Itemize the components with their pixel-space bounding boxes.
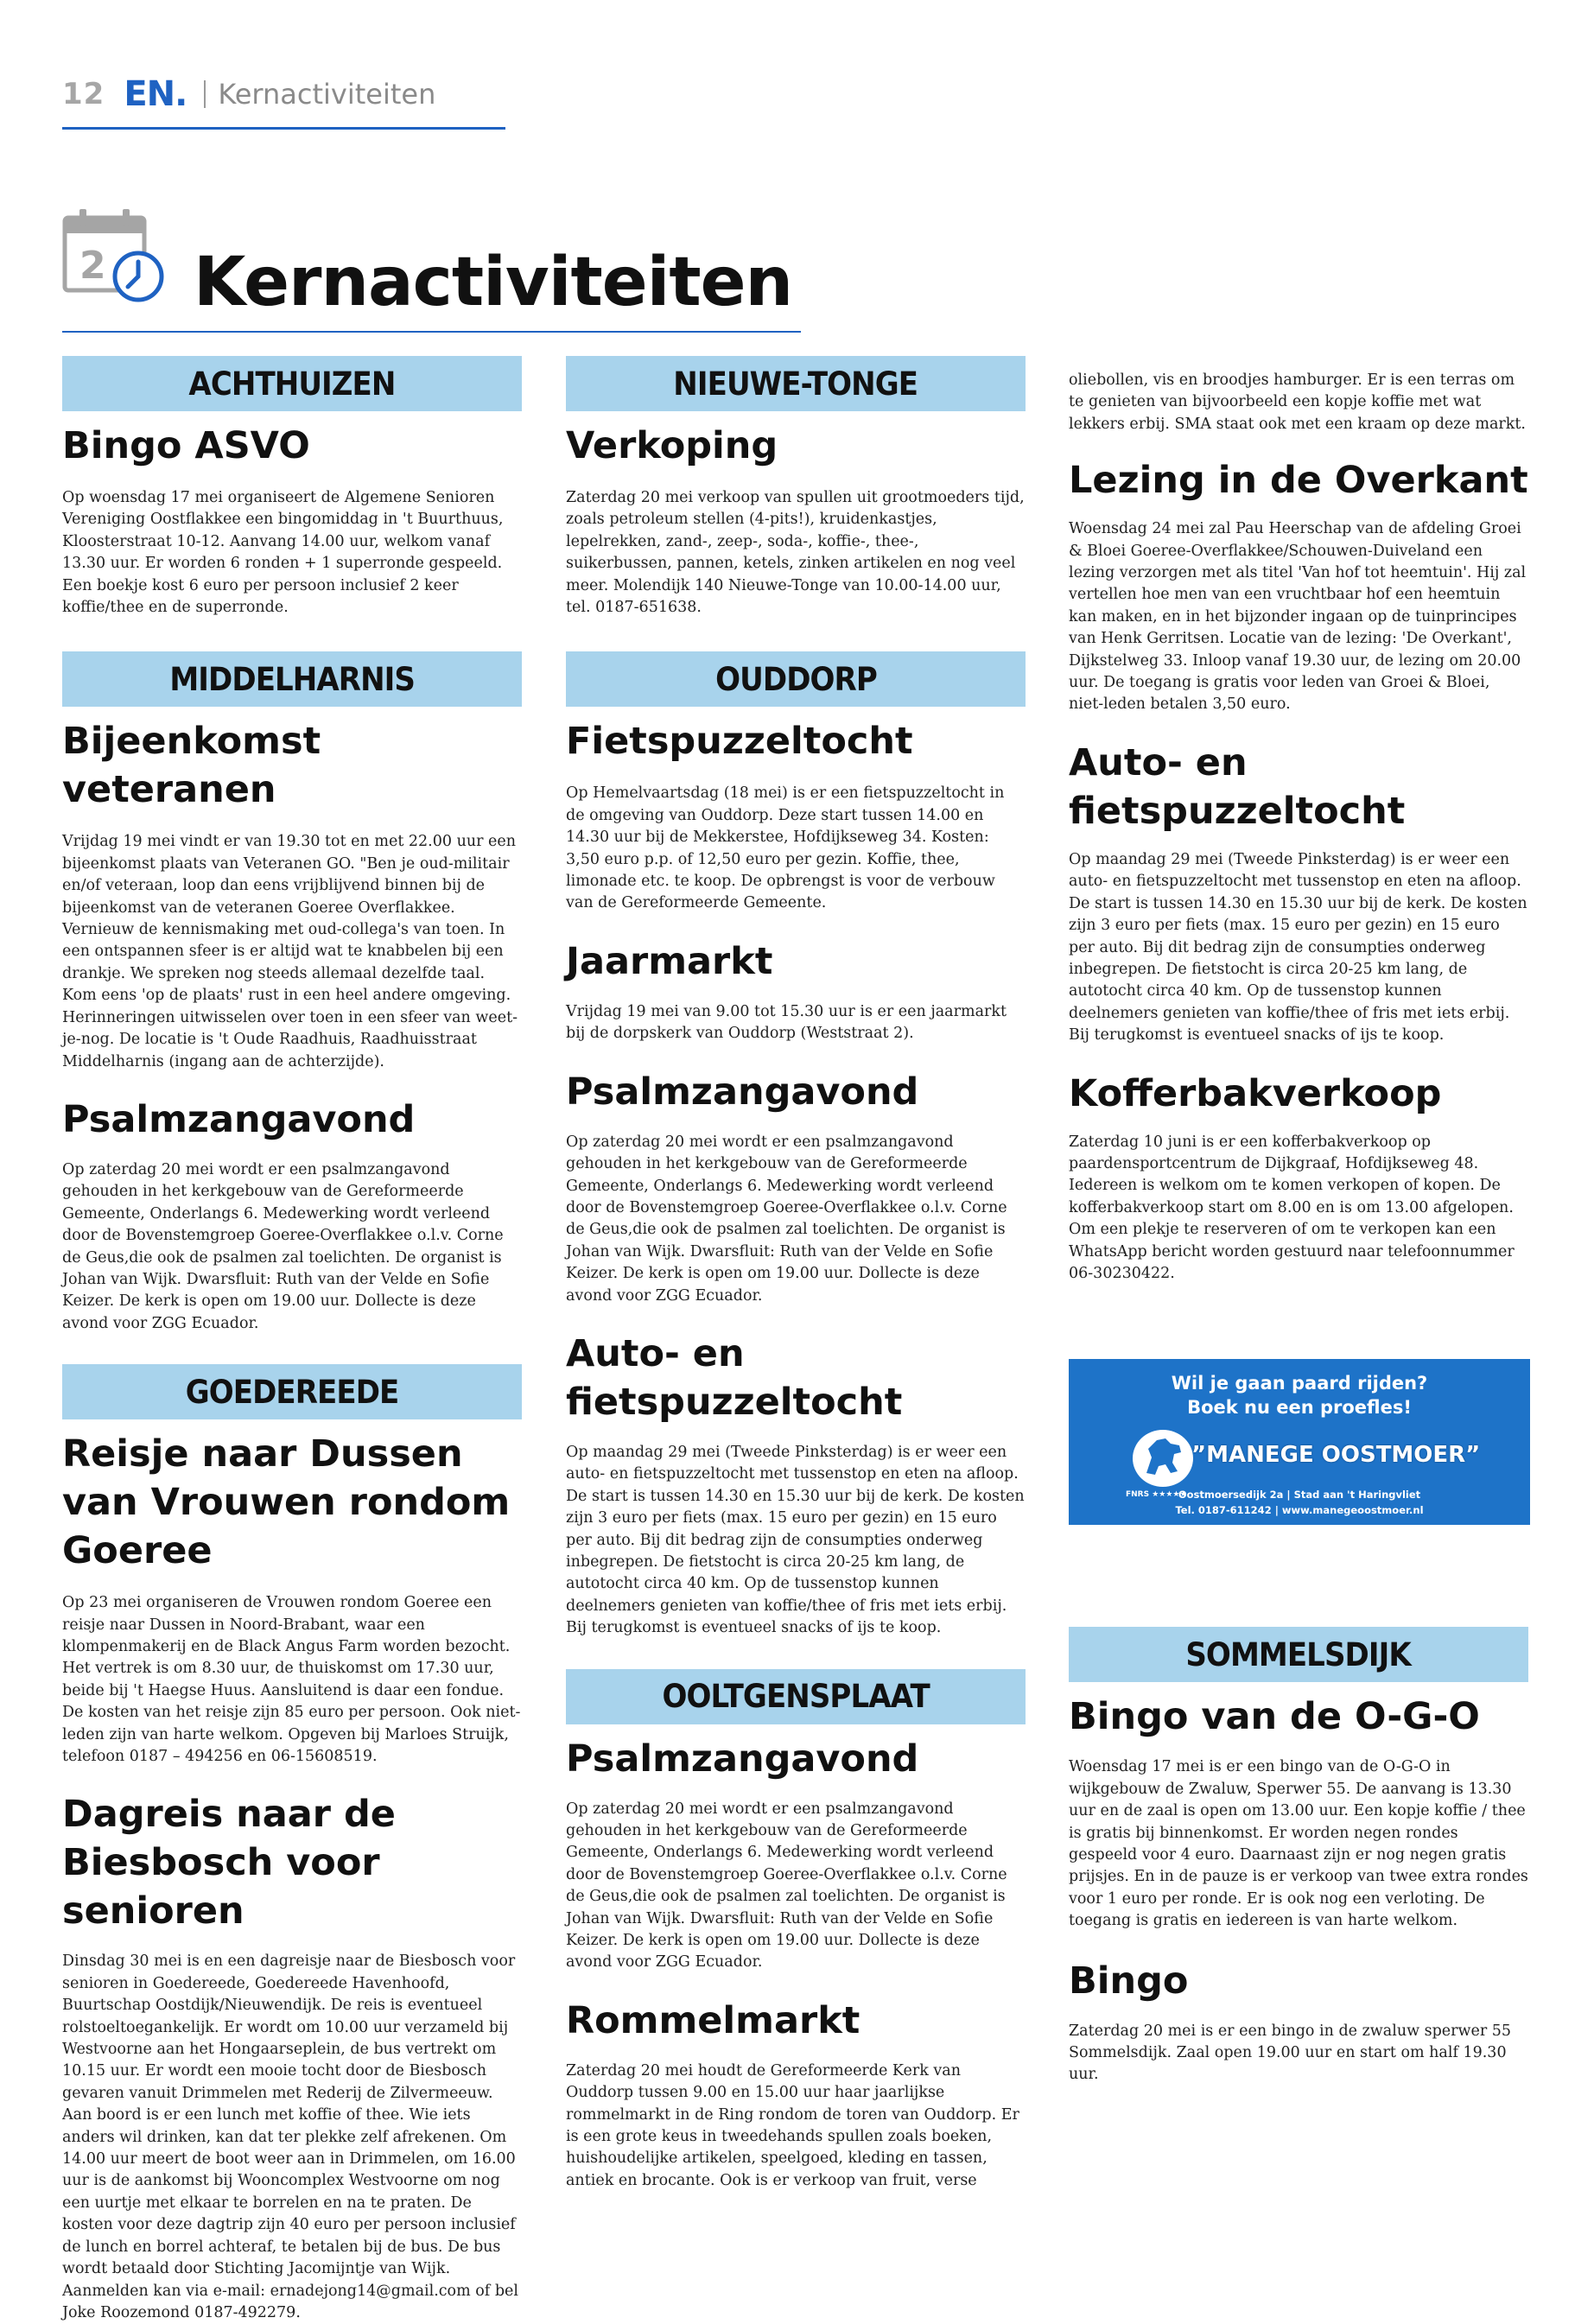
ad-headline bbox=[1069, 1359, 1530, 1419]
article-body: Vrijdag 19 mei van 9.00 tot 15.30 uur is er een jaarmarkt bij de dorpskerk van Ouddorp (Weststraat 2). bbox=[566, 1002, 1007, 1043]
article-title: Reisje naar Dussen van Vrouwen rondom Goeree bbox=[62, 1432, 511, 1573]
ad-line-1: Wil je gaan paard rijden? bbox=[1171, 1373, 1428, 1394]
article-title: Verkoping bbox=[566, 424, 778, 467]
article-title: Bingo ASVO bbox=[62, 424, 310, 467]
region-banner-achthuizen: ACHTHUIZEN bbox=[62, 356, 522, 411]
region-banner-goedereede: GOEDEREEDE bbox=[62, 1364, 522, 1419]
article-body: Op zaterdag 20 mei wordt er een psalmzangavond gehouden in het kerkgebouw van de Gereformeerde Gemeente, Onderlangs 6. Medewerking wordt verleend door de Bovenstemgroep Goeree-Overflakkee o.l.v. Corne de Geus,die ook de psalmen zal toelichten. De organist is Johan van Wijk. Dwarsfluit: Ruth van der Velde en Sofie Keizer. De kerk is open om 19.00 uur. Dollecte is deze avond voor ZGG Ecuador. bbox=[566, 1133, 1007, 1305]
article-title: Dagreis naar de Biesbosch voor senioren bbox=[62, 1793, 396, 1933]
page-title: Kernactiviteiten bbox=[194, 244, 793, 321]
ad-brand: ”MANEGE OOSTMOER” bbox=[1191, 1442, 1481, 1469]
manege-advertisement[interactable] bbox=[1069, 1359, 1530, 1525]
article-body: Op maandag 29 mei (Tweede Pinksterdag) is er weer een auto- en fietspuzzeltocht met tussenstop en eten na afloop. De start is tussen 14.30 en 15.30 uur bij de kerk. De kosten zijn 3 euro per fiets (max. 15 euro per gezin) en 15 euro per auto. Bij dit bedrag zijn de consumpties onderweg inbegrepen. De fietstocht is circa 20-25 km lang, de autotocht circa 40 km. Op de tussenstop kunnen deelnemers genieten van koffie/thee of fris met iets erbij. Bij terugkomst is eventueel snacks of ijs te koop. bbox=[1069, 850, 1527, 1045]
calendar-clock-icon bbox=[62, 209, 168, 304]
article-continuation: oliebollen, vis en broodjes hamburger. Er is een terras om te genieten van bijvoorbeeld een kopje koffie met wat lekkers erbij. SMA staat ook met een kraam op deze markt. bbox=[1069, 371, 1526, 433]
article-body: Op 23 mei organiseren de Vrouwen rondom Goeree een reisje naar Dussen in Noord-Brabant, waar een klompenmakerij en de Black Angus Farm worden bezocht. Het vertrek is om 8.30 uur, de thuiskomst om 17.30 uur, beide bij 't Haegse Huus. Aansluitend is daar een fondue. De kosten van het reisje zijn 85 euro per persoon. Ook niet-leden zijn van harte welkom. Opgeven bij Marloes Struijk, telefoon 0187 – 494256 en 06-15608519. bbox=[62, 1594, 521, 1765]
article-title: Jaarmarkt bbox=[566, 939, 773, 983]
article-body: Vrijdag 19 mei vindt er van 19.30 tot en met 22.00 uur een bijeenkomst plaats van Veteranen GO. "Ben je oud-militair en/of veteraan, loop dan eens vrijblijvend binnen bij de bijeenkomst van de veteranen Goeree Overflakkee. Vernieuw de kennismaking met oud-collega's van toen. In een ontspannen sfeer is er altijd wat te knabbelen bij een drankje. We spreken nog steeds allemaal dezelfde taal. Kom eens 'op de plaats' rust in een heel andere omgeving. Herinneringen uitwisselen over toen in een sfeer van weet-je-nog. De locatie is 't Oude Raadhuis, Raadhuisstraat Middelharnis (ingang aan de achterzijde). bbox=[62, 833, 518, 1070]
article-body: Woensdag 17 mei is er een bingo van de O-G-O in wijkgebouw de Zwaluw, Sperwer 55. De aanvang is 13.30 uur en de zaal is open om 13.00 uur. Een kopje koffie / thee is gratis bij binnenkomst. Er worden negen rondes gespeeld voor 4 euro. Daarnaast zijn er nog negen gratis prijsjes. En in de pauze is er verkoop van twee extra rondes voor 1 euro per ronde. Er is ook nog een verloting. De toegang is gratis en iedereen is van harte welkom. bbox=[1069, 1758, 1528, 1930]
article-title: Psalmzangavond bbox=[566, 1737, 919, 1781]
article-title: Bingo van de O-G-O bbox=[1069, 1695, 1480, 1739]
ad-line-2: Boek nu een proefles! bbox=[1187, 1397, 1412, 1419]
article-body: Op zaterdag 20 mei wordt er een psalmzangavond gehouden in het kerkgebouw van de Gereformeerde Gemeente, Onderlangs 6. Medewerking wordt verleend door de Bovenstemgroep Goeree-Overflakkee o.l.v. Corne de Geus,die ook de psalmen zal toelichten. De organist is Johan van Wijk. Dwarsfluit: Ruth van der Velde en Sofie Keizer. De kerk is open om 19.00 uur. Dollecte is deze avond voor ZGG Ecuador. bbox=[566, 1800, 1007, 1972]
article-body: Woensdag 24 mei zal Pau Heerschap van de afdeling Groei & Bloei Goeree-Overflakkee/Schouwen-Duiveland een lezing verzorgen met als titel 'Van hof tot heemtuin'. Hij zal vertellen hoe men van een vruchtbaar hof een heemtuin kan maken, en in het bijzonder ingaan op de tuinprincipes van Henk Gerritsen. Locatie van de lezing: 'De Overkant', Dijkstelweg 33. Inloop vanaf 19.30 uur, de lezing om 20.00 uur. De toegang is gratis voor leden van Groei & Bloei, niet-leden betalen 3,50 euro. bbox=[1069, 520, 1527, 714]
article-body: Zaterdag 20 mei houdt de Gereformeerde Kerk van Ouddorp tussen 9.00 en 15.00 uur haar jaarlijkse rommelmarkt in de Ring rondom de toren van Ouddorp. Er is een grote keus in tweedehands spullen zoals boeken, huishoudelijke artikelen, speelgoed, kleding en tassen, antiek en brocante. Ook is er verkoop van fruit, verse bbox=[566, 2061, 1019, 2189]
ad-address: Oostmoersedijk 2a | Stad aan 't Haringvliet bbox=[1178, 1489, 1421, 1502]
region-banner-nieuwe-tonge: NIEUWE-TONGE bbox=[566, 356, 1026, 411]
article-title: Psalmzangavond bbox=[62, 1097, 416, 1141]
title-area bbox=[62, 209, 805, 330]
ad-contact: Tel. 0187-611242 | www.manegeoostmoer.nl bbox=[1175, 1504, 1424, 1517]
article-body: Op zaterdag 20 mei wordt er een psalmzangavond gehouden in het kerkgebouw van de Gereformeerde Gemeente, Onderlangs 6. Medewerking wordt verleend door de Bovenstemgroep Goeree-Overflakkee o.l.v. Corne de Geus,die ook de psalmen zal toelichten. De organist is Johan van Wijk. Dwarsfluit: Ruth van der Velde en Sofie Keizer. De kerk is open om 19.00 uur. Dollecte is deze avond voor ZGG Ecuador. bbox=[62, 1160, 504, 1332]
column-1 bbox=[62, 356, 522, 2324]
calendar-digit: 2 bbox=[79, 244, 106, 288]
header-rule bbox=[62, 127, 505, 130]
region-banner-ouddorp: OUDDORP bbox=[566, 651, 1026, 707]
title-rule bbox=[62, 331, 801, 333]
article-title: Auto- en fietspuzzeltocht bbox=[566, 1331, 903, 1424]
column-3 bbox=[1069, 356, 1528, 2086]
page-header bbox=[62, 73, 435, 116]
horse-logo-icon bbox=[1131, 1428, 1195, 1489]
article-title: Rommelmarkt bbox=[566, 1998, 861, 2042]
publication-logo: EN. bbox=[124, 74, 187, 114]
region-banner-ooltgensplaat: OOLTGENSPLAAT bbox=[566, 1669, 1026, 1724]
article-title: Auto- en fietspuzzeltocht bbox=[1069, 740, 1406, 833]
article-title: Bijeenkomst veteranen bbox=[62, 720, 321, 812]
region-banner-sommelsdijk: SOMMELSDIJK bbox=[1069, 1627, 1528, 1682]
article-title: Kofferbakverkoop bbox=[1069, 1071, 1442, 1115]
article-body: Op Hemelvaartsdag (18 mei) is er een fietspuzzeltocht in de omgeving van Ouddorp. Deze start tussen 14.00 en 14.30 uur bij de Mekkerstee, Hofdijkseweg 34. Kosten: 3,50 euro p.p. of 12,50 euro per gezin. Koffie, thee, limonade etc. te koop. De opbrengst is voor de verbouw van de Gereformeerde Gemeente. bbox=[566, 784, 1005, 912]
article-title: Lezing in de Overkant bbox=[1069, 459, 1528, 503]
article-body: Dinsdag 30 mei is en een dagreisje naar de Biesbosch voor senioren in Goedereede, Goedereede Havenhoofd, Buurtschap Oostdijk/Nieuwendijk. De reis is eventueel rolstoeltoegankelijk. Er wordt om 10.00 uur verzameld bij Westvoorne aan het Hongaarseplein, de bus vertrekt om 10.15 uur. Er wordt een mooie tocht door de Biesbosch gevaren vanuit Drimmelen met Rederij de Zilvermeeuw. Aan boord is er een lunch met koffie of thee. Wie iets anders wil drinken, kan dat ter plekke zelf afrekenen. Om 14.00 uur meert de boot weer aan in Drimmelen, om 16.00 uur is de aankomst bij Wooncomplex Westvoorne om nog een uurtje met elkaar te borrelen en na te praten. De kosten voor deze dagtrip zijn 40 euro per persoon inclusief de lunch en borrel achteraf, te betalen bij de bus. De bus wordt betaald door Stichting Jacomijntje van Wijk. Aanmelden kan via e-mail: ernadejong14@gmail.com of bel Joke Roozemond 0187-492279. bbox=[62, 1953, 518, 2321]
header-divider bbox=[204, 80, 206, 108]
section-name: Kernactiviteiten bbox=[218, 78, 436, 111]
region-banner-middelharnis: MIDDELHARNIS bbox=[62, 651, 522, 707]
article-body: Zaterdag 20 mei verkoop van spullen uit grootmoeders tijd, zoals petroleum stellen (4-pits!), kruidenkastjes, lepelrekken, zand-, zeep-, soda-, koffie-, thee-, suikerbussen, pannen, ketels, zinken artikelen en nog veel meer. Molendijk 140 Nieuwe-Tonge van 10.00-14.00 uur, tel. 0187-651638. bbox=[566, 489, 1025, 617]
article-body: Op woensdag 17 mei organiseert de Algemene Senioren Vereniging Oostflakkee een bingomiddag in 't Buurthuus, Kloosterstraat 10-12. Aanvang 14.00 uur, welkom vanaf 13.30 uur. Er worden 6 ronden + 1 superronde gespeeld. Een boekje kost 6 euro per persoon inclusief 2 keer koffie/thee en de superronde. bbox=[62, 489, 504, 617]
article-body: Op maandag 29 mei (Tweede Pinksterdag) is er weer een auto- en fietspuzzeltocht met tussenstop en eten na afloop. De start is tussen 14.30 en 15.30 uur bij de kerk. De kosten zijn 3 euro per fiets (max. 15 euro per gezin) en 15 euro per auto. Bij dit bedrag zijn de consumpties onderweg inbegrepen. De fietstocht is circa 20-25 km lang, de autotocht circa 40 km. Op de tussenstop kunnen deelnemers genieten van koffie/thee of fris met iets erbij. Bij terugkomst is eventueel snacks of ijs te koop. bbox=[566, 1443, 1025, 1637]
article-title: Fietspuzzeltocht bbox=[566, 720, 913, 764]
article-title: Bingo bbox=[1069, 1959, 1189, 2003]
article-body: Zaterdag 20 mei is er een bingo in de zwaluw sperwer 55 Sommelsdijk. Zaal open 19.00 uur en start om half 19.30 uur. bbox=[1069, 2022, 1512, 2084]
page-number: 12 bbox=[62, 77, 105, 111]
article-body: Zaterdag 10 juni is er een kofferbakverkoop op paardensportcentrum de Dijkgraaf, Hofdijkseweg 48. Iedereen is welkom om te komen verkopen of kopen. De kofferbakverkoop start om 8.00 en is om 13.00 afgelopen. Om een plekje te reserveren of om te verkopen kan een WhatsApp bericht worden gestuurd naar telefoonnummer 06-30230422. bbox=[1069, 1133, 1515, 1282]
ad-fnrs-rating: FNRS ★★★★★ bbox=[1126, 1490, 1187, 1500]
article-title: Psalmzangavond bbox=[566, 1070, 919, 1114]
column-2 bbox=[566, 356, 1026, 2192]
